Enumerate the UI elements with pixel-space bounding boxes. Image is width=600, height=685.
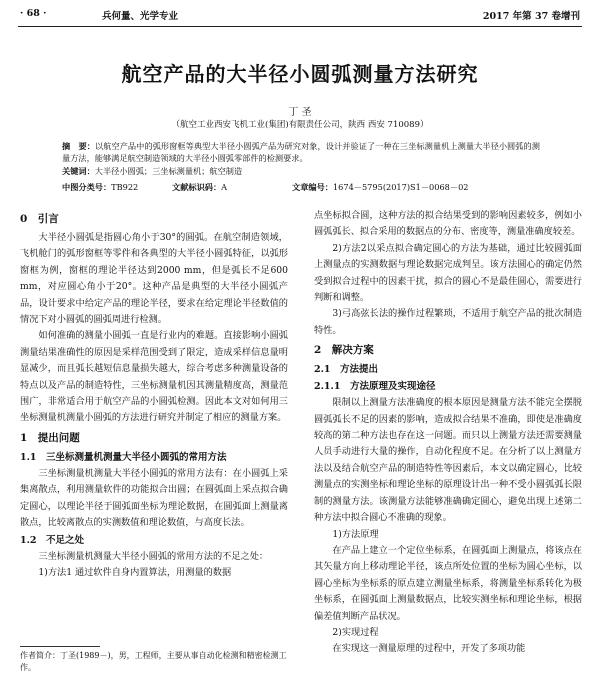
abstract-text: 以航空产品中的弧形窗框等典型大半径小圆弧产品为研究对象，设计并验证了一种在三坐标测量机上测量大半径小圆弧的测量方法，能够满足航空制造领域的大半径小圆弧零部件的检测要求。 bbox=[62, 141, 540, 163]
paragraph: 在实现这一测量原理的过程中，开发了多项功能 bbox=[332, 643, 526, 655]
section-0-heading: 0 引言 bbox=[20, 213, 59, 225]
journal-name: 兵何量、光学专业 bbox=[102, 11, 179, 22]
running-header bbox=[20, 8, 580, 22]
clc-value: TB922 bbox=[111, 182, 139, 192]
article-no-label: 文章编号： bbox=[292, 182, 333, 192]
keywords-text: 大半径小圆弧；三坐标测量机；航空制造 bbox=[94, 166, 243, 176]
paragraph: 2)方法2以采点拟合确定圆心的方法为基础，通过比较圆弧面上测量点的实测数据与理论数据完成判呈。该方法圆心的确定仍然受到拟合过程中的因素干扰，拟合的圆心不是最佳圆心，需要进行判断和调整。 bbox=[314, 242, 582, 304]
keywords bbox=[62, 166, 540, 177]
article-no-value: 1674－5795(2017)S1－0068－02 bbox=[332, 182, 469, 192]
paragraph: 3)弓高弦长法的操作过程繁琐，不适用于航空产品的批次制造特性。 bbox=[314, 308, 582, 336]
paragraph: 大半径小圆弧是指圆心角小于30°的圆弧。在航空制造领域，飞机舱门的弧形窗框等零件和各典型的大半径小圆弧特征，以弧形窗框为例，窗框的理论半径达到2000 mm，但是弧长不足600 mm，对应圆心角小于20°。这种产品是典型的大半径小圆弧产品，设计要求中给定产品的理论半径，要求在给定理论半径数值的情况下对小圆弧的圆弧周进行检测。 bbox=[20, 232, 288, 326]
paragraph: 如何准确的测量小圆弧一直是行业内的难题。直接影响小圆弧测量结果准确性的原因是采样范围受到了限定，造成采样信息量明显减少，而且弧长越短信息量损失越大，综合考虑多种测量设备的特点以及产品的制造特性，三坐标测量机因其测量精度高，测量范围广，非常适合用于航空产品的小圆弧检测。因此本文对如何用三坐标测量机测量小圆弧的方法进行研究并制定了相应的测量方案。 bbox=[20, 330, 288, 424]
section-1-1-heading: 1.1 三坐标测量机测量大半径小圆弧的常用方法 bbox=[20, 451, 227, 463]
paragraph: 1)方法1 通过软件自身内置算法，用测量的数据 bbox=[38, 566, 232, 578]
paragraph: 在产品上建立一个定位坐标系，在圆弧面上测量点，将该点在其矢量方向上移动理论半径，该点所处位置的坐标为圆心坐标，以圆心坐标为坐标系的原点建立测量坐标系，将测量坐标系转化为极坐标系，在圆弧面上测量数据点，比较实测坐标和理论坐标，根据偏差值判断产品状况。 bbox=[314, 544, 582, 622]
subheading-implementation: 2)实现过程 bbox=[332, 626, 379, 638]
section-2-1-1-heading: 2.1.1 方法原理及实现途径 bbox=[314, 381, 436, 393]
doc-code-value: A bbox=[221, 182, 228, 192]
section-1-2-heading: 1.2 不足之处 bbox=[20, 534, 85, 546]
footnote-rule bbox=[20, 646, 100, 647]
paragraph: 三坐标测量机测量大半径小圆弧的常用方法的不足之处： bbox=[38, 550, 269, 562]
section-1-heading: 1 提出问题 bbox=[20, 431, 80, 444]
affiliation: （航空工业西安飞机工业(集团)有限责任公司，陕西 西安 710089） bbox=[171, 120, 429, 130]
abstract-label: 摘 要： bbox=[62, 141, 95, 151]
clc-label: 中图分类号： bbox=[62, 182, 112, 192]
header-rule bbox=[18, 26, 582, 27]
author-footnote: 作者简介：丁圣(1989－)，男，工程师，主要从事自动化检测和精密检测工作。 bbox=[20, 651, 287, 672]
section-2-1-heading: 2.1 方法提出 bbox=[314, 364, 379, 376]
page-number: · 68 · bbox=[20, 8, 47, 19]
paper-title: 航空产品的大半径小圆弧测量方法研究 bbox=[121, 62, 479, 86]
paragraph: 三坐标测量机测量大半径小圆弧的常用方法有：在小圆弧上采集离散点，利用测量软件的功能拟合出圆；在圆弧面上采点拟合确定圆心，以理论半径于圆弧面坐标为理论数据，在圆弧面上测量离散点，比较离散点的实测数值和理论数值，与高度长法。 bbox=[20, 467, 288, 529]
section-2-heading: 2 解决方案 bbox=[314, 344, 374, 357]
issue-info: 2017 年第 37 卷增刊 bbox=[482, 11, 580, 22]
paragraph: 限制以上测量方法准确度的根本原因是测量方法不能完全摆脱圆弧弧长不足的因素的影响，造成拟合结果不准确，即使是准确度较高的第二种方法也存在这一问题。而只以上测量方法还需要测量人员手动进行大量的操作，自动化程度不足。在分析了以上测量方法以及结合航空产品的制造特性等因素后，本文以确定圆心，比较测量点的实测坐标和理论坐标的原理设计出一种不受小圆弧弧长限制的测量方法。该测量方法能够准确确定圆心，避免出现上述第二种方法中拟合圆心不准确的现象。 bbox=[314, 397, 582, 524]
author: 丁 圣 bbox=[288, 107, 312, 118]
keywords-label: 关键词： bbox=[62, 166, 95, 176]
right-column bbox=[314, 208, 582, 658]
subheading-principle: 1)方法原理 bbox=[332, 528, 379, 540]
paragraph: 点坐标拟合圆，这种方法的拟合结果受到的影响因素较多，例如小圆弧弧长、拟合采用的数据点的分布、密度等，测量准确度较差。 bbox=[314, 210, 582, 238]
doc-code-label: 文献标识码： bbox=[172, 182, 222, 192]
left-column bbox=[20, 208, 288, 581]
abstract bbox=[62, 140, 540, 164]
